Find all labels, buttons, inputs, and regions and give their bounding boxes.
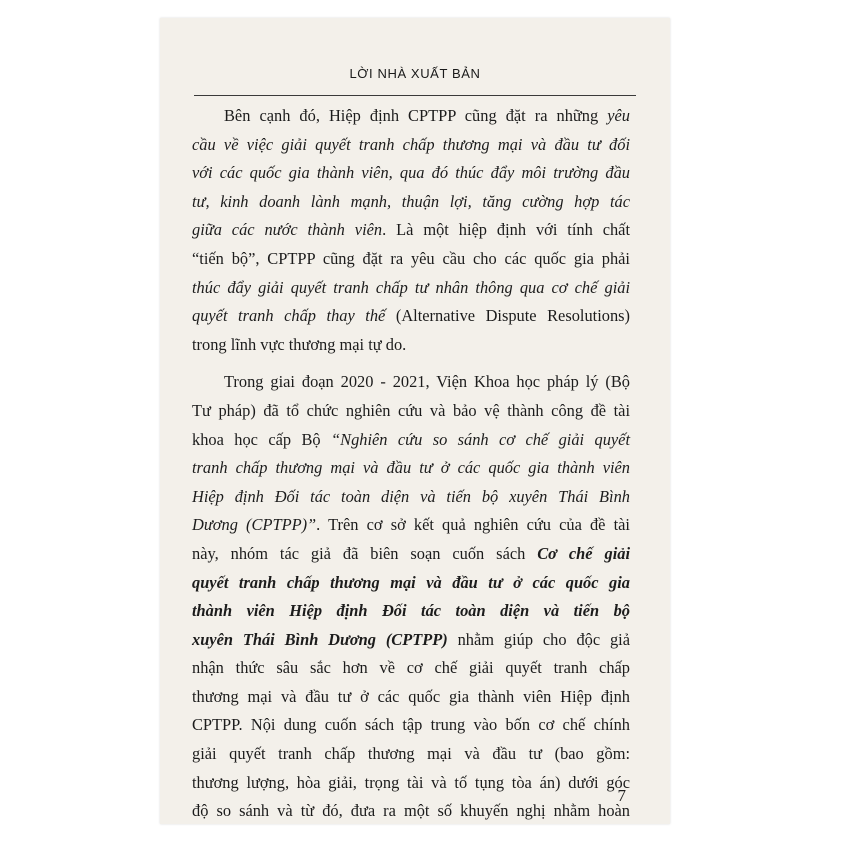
text-run: CPTPP. Nội dung cuốn sách tập trung vào bốn cơ chế chính [192, 715, 630, 735]
text-run: độ so sánh và từ đó, đưa ra một số khuyến nghị nhằm hoàn [192, 801, 630, 821]
text-line [192, 274, 630, 303]
book-page [160, 18, 670, 824]
text-line [192, 540, 630, 569]
text-run: nhận thức sâu sắc hơn về cơ chế giải quyết tranh chấp [192, 658, 630, 678]
text-run: này, nhóm tác giả đã biên soạn cuốn sách [192, 543, 538, 563]
page-number: 7 [617, 786, 626, 805]
text-run: thương lượng, hòa giải, trọng tài và tố tụng tòa án) dưới góc [192, 772, 630, 792]
text-run: nhằm giúp cho độc giả [447, 629, 631, 649]
text-run: cầu về việc giải quyết tranh chấp thương mại và đầu tư đối [192, 134, 630, 154]
text-run: (Alternative Dispute Resolutions) [385, 306, 630, 326]
text-run: yêu [607, 106, 630, 125]
text-line [192, 597, 630, 626]
text-run: quyết tranh chấp thay thế [192, 306, 386, 326]
text-run: giải quyết tranh chấp thương mại và đầu tư (bao gồm: [192, 744, 630, 764]
text-run: Dương (CPTPP)” [192, 515, 317, 535]
text-line [192, 397, 630, 426]
text-run: giữa các nước thành viên [192, 220, 383, 240]
text-run: thúc đẩy giải quyết tranh chấp tư nhân thông qua cơ chế giải [192, 277, 630, 297]
text-line [192, 368, 630, 397]
text-run: với các quốc gia thành viên, qua đó thúc đẩy môi trường đầu [192, 163, 630, 183]
text-line [192, 711, 630, 740]
paragraph-gap [192, 359, 630, 368]
text-run: thành viên Hiệp định Đối tác toàn diện và tiến bộ [192, 601, 630, 621]
text-run: trong lĩnh vực thương mại tự do. [192, 334, 407, 354]
text-run: xuyên Thái Bình Dương (CPTPP) [192, 629, 448, 649]
text-line [192, 454, 630, 483]
text-line [192, 483, 630, 512]
text-line [192, 569, 630, 598]
text-run: tranh chấp thương mại và đầu tư ở các quốc gia thành viên [192, 458, 630, 478]
header-rule [194, 95, 636, 96]
text-line [192, 302, 630, 331]
text-line [192, 654, 630, 683]
text-run: . Trên cơ sở kết quả nghiên cứu của đề tài [316, 515, 630, 535]
text-line [192, 331, 630, 360]
text-line [192, 683, 630, 712]
text-line [192, 188, 630, 217]
text-line [192, 769, 630, 798]
text-line [192, 511, 630, 540]
text-line [192, 740, 630, 769]
body-text [192, 102, 630, 826]
text-line [192, 797, 630, 826]
text-run: “Nghiên cứu so sánh cơ chế giải quyết [331, 429, 630, 449]
text-line [192, 131, 630, 160]
text-run: quyết tranh chấp thương mại và đầu tư ở các quốc gia [192, 572, 630, 592]
text-run: Trong giai đoạn 2020 - 2021, Viện Khoa học pháp lý (Bộ [224, 372, 630, 392]
text-run: khoa học cấp Bộ [192, 429, 332, 449]
text-line [192, 102, 630, 131]
text-line [192, 216, 630, 245]
running-head: LỜI NHÀ XUẤT BẢN [349, 66, 481, 81]
text-run: Bên cạnh đó, Hiệp định CPTPP cũng đặt ra những [224, 106, 608, 125]
text-line [192, 245, 630, 274]
text-run: Hiệp định Đối tác toàn diện và tiến bộ xuyên Thái Bình [192, 486, 630, 506]
text-run: thương mại và đầu tư ở các quốc gia thành viên Hiệp định [192, 686, 630, 706]
text-run: tư, kinh doanh lành mạnh, thuận lợi, tăng cường hợp tác [192, 191, 630, 211]
text-run: “tiến bộ”, CPTPP cũng đặt ra yêu cầu cho các quốc gia phải [192, 248, 630, 268]
text-run: Cơ chế giải [537, 543, 630, 563]
text-run: Tư pháp) đã tổ chức nghiên cứu và bảo vệ thành công đề tài [192, 400, 630, 420]
text-line [192, 626, 630, 655]
text-line [192, 159, 630, 188]
text-line [192, 426, 630, 455]
text-run: . Là một hiệp định với tính chất [382, 220, 631, 240]
